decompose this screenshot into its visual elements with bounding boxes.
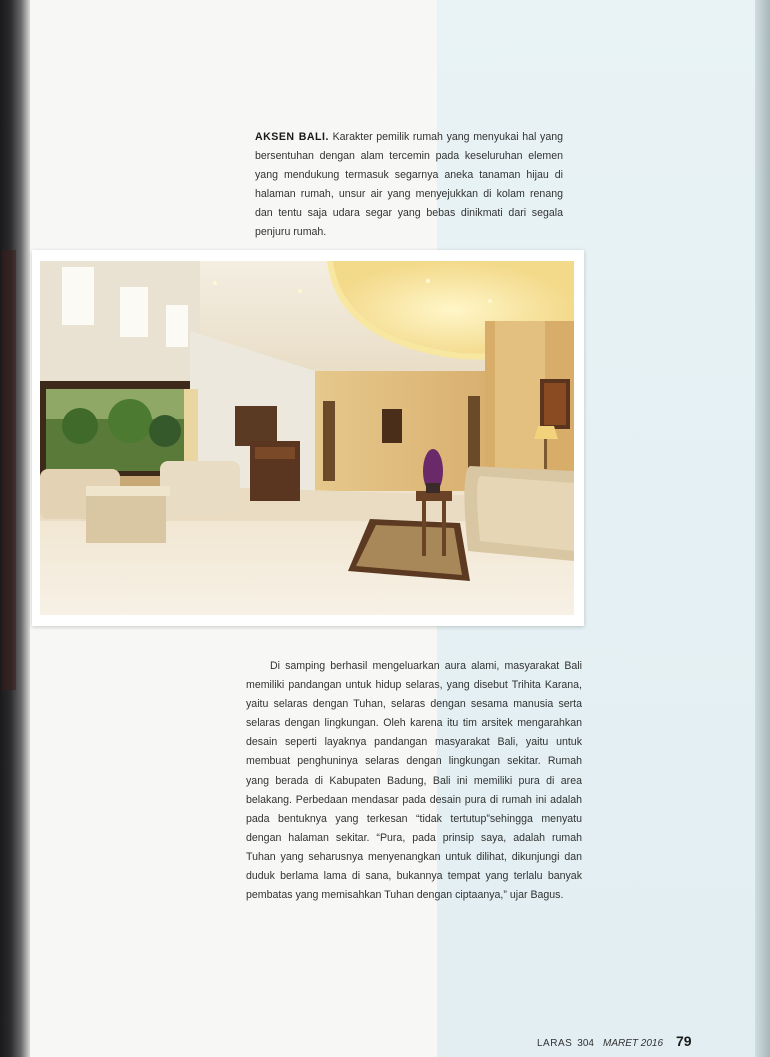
photo-frame xyxy=(32,250,584,626)
magazine-name: LARAS xyxy=(537,1038,573,1049)
issue-date: MARET 2016 xyxy=(602,1038,664,1049)
living-room-illustration xyxy=(40,261,574,615)
photo-caption xyxy=(255,128,563,242)
scan-spine-edge xyxy=(0,0,30,1057)
page-number: 79 xyxy=(676,1033,692,1049)
caption-text: Karakter pemilik rumah yang menyukai hal yang bersentuhan dengan alam tercemin pada keseluruhan elemen yang mendukung termasuk segarnya aneka tanaman hijau di halaman rumah, unsur air yang menyejukkan di kolam renang dan tentu saja udara segar yang bebas dinikmati dari segala penjuru rumah. xyxy=(255,131,563,238)
page-right-edge xyxy=(755,0,770,1057)
issue-number: 304 xyxy=(577,1038,594,1049)
article-paragraph: Di samping berhasil mengeluarkan aura alami, masyarakat Bali memiliki pandangan untuk hidup selaras, yang disebut Trihita Karana, yaitu selaras dengan Tuhan, selaras dengan sesama manusia serta selaras dengan lingkungan. Oleh karena itu tim arsitek mengarahkan desain seperti layaknya pandangan masyarakat Bali, yaitu untuk membuat penghuninya selaras dengan lingkungan sekitar. Rumah yang berada di Kabupaten Badung, Bali ini memiliki pura di area belakang. Perbedaan mendasar pada desain pura di rumah ini adalah pada bentuknya yang terkesan “tidak tertutup”sehingga menyatu dengan halaman sekitar. “Pura, pada prinsip saya, adalah rumah Tuhan yang seharusnya menyenangkan untuk dilihat, dikunjungi dan duduk berlama lama di sana, bukannya tempat yang terlalu banyak pembatas yang memisahkan Tuhan dengan ciptaanya,” ujar Bagus. xyxy=(246,660,582,902)
living-room-photo xyxy=(40,261,574,615)
page-footer xyxy=(537,1033,692,1051)
caption-lead: AKSEN BALI. xyxy=(255,131,329,143)
